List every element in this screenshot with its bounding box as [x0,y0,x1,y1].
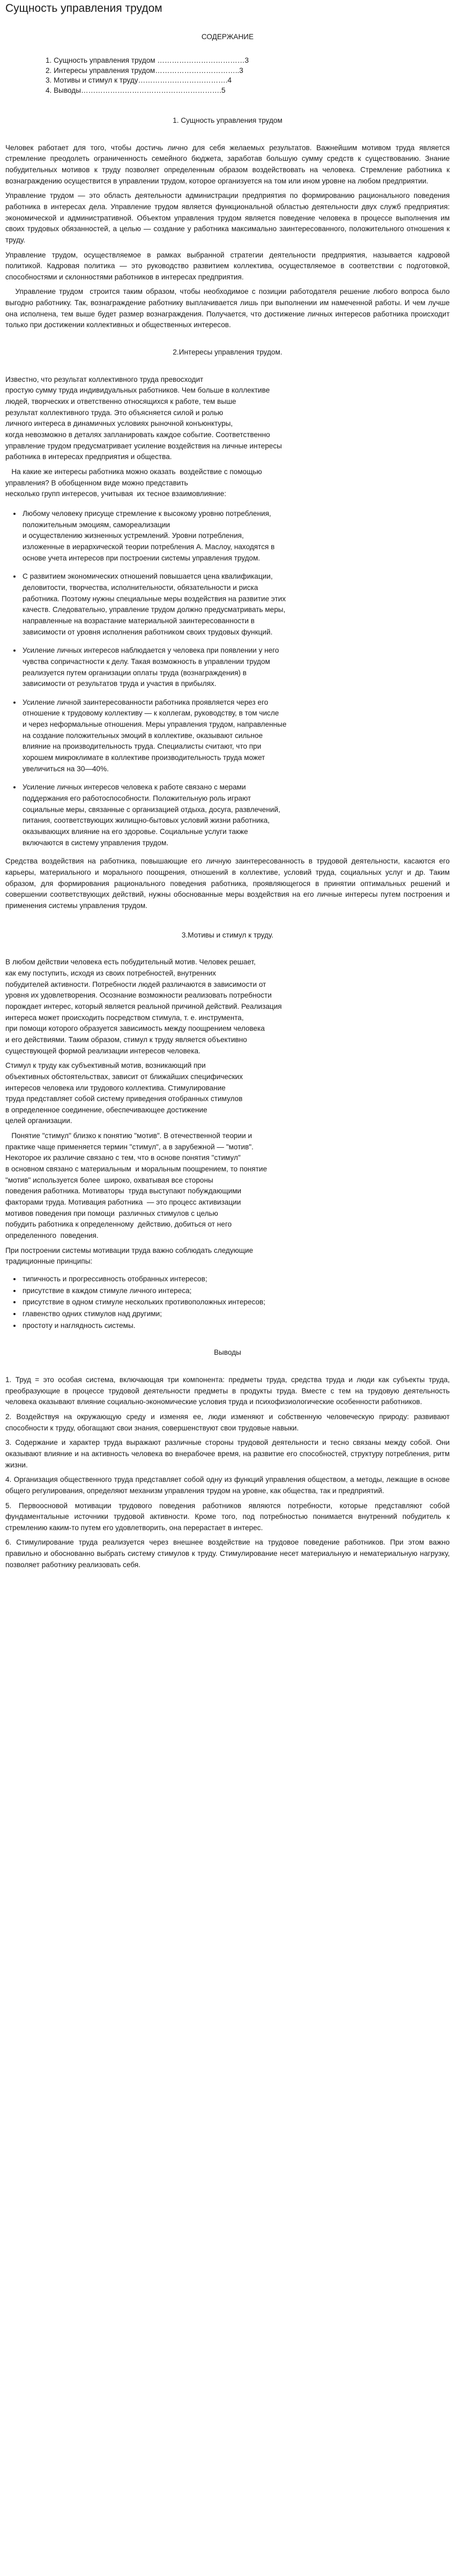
conclusion-item: 6. Стимулирование труда реализуется через внешнее воздействие на трудовое поведение работников. При этом важно правильно и обоснованно выбрать систему стимулов к труду. Стимулирование несет материальную и нематериальную нагрузку, позволяет работнику реализовать себя. [5,1538,450,1569]
conclusion-item: 3. Содержание и характер труда выражают различные стороны трудовой деятельности и тесно связаны между собой. Они оказывают влияние и на активность человека во внерабочее время, на развитие его способностей, структуру потребления, ритм жизни. [5,1438,450,1469]
toc-item: 3. Мотивы и стимул к труду……………………………….4 [46,76,232,85]
list-item: • типичность и прогрессивность отобранных интересов; [21,1274,450,1285]
toc-item: 4. Выводы………………………………………………….5 [46,86,226,95]
paragraph: Управление трудом — это область деятельности администрации предприятия по формированию рационального поведения работника в интересах дела. Управление трудом является функциональной областью деятельности двух служб предприятия: экономической и административной. Объектом управления трудом является поведение человека в процессе выполнения им своих трудовых обязанностей, а целью — создание у работника максимально заинтересованного, положительного отношения к труду. [5,191,450,244]
list-item: • простоту и наглядность системы. [21,1320,450,1332]
paragraph: Управление трудом, осуществляемое в рамках выбранной стратегии деятельности предприятия, называется кадровой политикой. Кадровая политика — это руководство развитием коллектива, осуществляемое в соответствии с подготовкой, способностями и склонностями работников в интересах предприятия. [5,250,450,281]
toc-item: 2. Интересы управления трудом……………………………..3 [46,66,243,75]
paragraph: Известно, что результат коллективного труда превосходит простую сумму труда индивидуальных работников. Чем больше в коллективе людей, творческих и ответственно относящихся к работе, тем выше результат коллективного труда. Это объясняется силой и ролью личного интереса в динамичных условиях рыночной конъюнктуры, когда невозможно в деталях запланировать каждое событие. Соответственно управление трудом предусматривает усиление воздействия на личные интересы работника в интересах предприятия и общества. [5,375,282,461]
paragraph: Стимул к труду как субъективный мотив, возникающий при объективных обстоятельствах, зависит от ближайших специфических интересов человека или трудового коллектива. Стимулирование труда представляет собой систему приведения отобранных стимулов в определенное соединение, обеспечивающее достижение целей организации. [5,1061,243,1125]
list-item: • Усиление личных интересов наблюдается у человека при появлении у него чувства сопричастности к делу. Такая возможность в управлении трудом реализуется путем организации оплаты труда (вознаграждения) в зависимости от результатов труда и участия в прибылях. [21,645,450,690]
conclusion-item: 4. Организация общественного труда представляет собой одну из функций управления обществом, а методы, лежащие в основе общего регулирования, определяют механизм управления трудом на уровне, как общества, так и предприятий. [5,1475,450,1495]
document-title: Сущность управления трудом [5,2,162,14]
conclusion-item: 5. Первоосновой мотивации трудового поведения работников являются потребности, которые представляют собой фундаментальные источники трудовой активности. Кроме того, под потребностью понимается внутренний побудитель к стремлению каким-то путем его удовлетворить, она перерастает в интерес. [5,1501,450,1532]
list-item: • Усиление личных интересов человека к работе связано с мерами поддержания его работоспособности. Положительную роль играют социальные меры, связанные с организацией отдыха, досуга, развлечений, питания, соответствующих жилищно-бытовых условий жизни работника, оказывающих влияние на его здоровье. Социальные услуги также включаются в систему управления трудом. [21,782,450,848]
section-heading-conclusions: Выводы [214,1348,241,1357]
conclusion-item: 2. Воздействуя на окружающую среду и изменяя ее, люди изменяют и собственную человеческую природу: развивают способности к труду, обогащают свои знания, совершенствуют свои трудовые навыки. [5,1412,450,1432]
paragraph: Человек работает для того, чтобы достичь лично для себя желаемых результатов. Важнейшим мотивом труда является стремление преодолеть ограниченность семейного бюджета, заработав большую сумму средств к существованию. Знание побудительных мотивов к труду позволяет определенным образом воздействовать на человека. Стремление работника к вознаграждению осуществится в управлении трудом, которое организуется на том или ином уровне на любом предприятии. [5,143,450,185]
section-heading-motives: 3.Мотивы и стимул к труду. [181,931,274,939]
paragraph: В любом действии человека есть побудительный мотив. Человек решает, как ему поступить, исходя из своих потребностей, внутренних побудителей активности. Потребности людей различаются в зависимости от уровня их удовлетворения. Осознание возможности реализовать потребности порождает интерес, который является реальной причиной действий. Реализация интереса может происходить посредством стимула, т. е. инструмента, при помощи которого образуется зависимость между поощрением человека и его действиями. Таким образом, стимул к труду является объективно существующей формой реализации интересов человека. [5,958,282,1055]
list-item: • присутствие в каждом стимуле личного интереса; [21,1286,450,1297]
list-item: • главенство одних стимулов над другими; [21,1309,450,1320]
paragraph: На какие же интересы работника можно оказать воздействие с помощью управления? В обобщенном виде можно представить несколько групп интересов, учитывая их тесное взаимовлияние: [5,468,262,498]
list-item: • Усиление личной заинтересованности работника проявляется через его отношение к трудовому коллективу — к коллегам, руководству, в том числе и через неформальные отношения. Меры управления трудом, направленные на создание положительных эмоций в коллективе, оказывают сильное влияние на производительность труда. Специалисты считают, что при хорошем микроклимате в коллективе производительность труда может увеличиться на 30—40%. [21,697,450,775]
toc-item: 1. Сущность управления трудом ………………………………3 [46,56,249,64]
paragraph: Понятие "стимул" близко к понятию "мотив". В отечественной теории и практике чаще применяется термин "стимул", а в зарубежной — "мотив". Некоторое их различие связано с тем, что в основе понятия "стимул" в основном связано с материальным и моральным поощрением, то понятие "мотив" используется более широко, охватывая все стороны поведения работника. Мотиваторы труда выступают побуждающими факторами труда. Мотивация работника — это процесс активизации мотивов поведения при помощи различных стимулов с целью побудить работника к определенному действию, добиться от него определенного поведения. [5,1132,267,1240]
interests-list [5,508,450,848]
conclusion-item: 1. Труд = это особая система, включающая три компонента: предметы труда, средства труда и люди как субъекты труда, преобразующие в процессе трудовой деятельности предметы в продукты труда. Вместе с тем на трудовую деятельность человека оказывают влияние социально-экономические условия труда и психофизиологические особенности работников. [5,1375,450,1406]
table-of-contents [5,56,450,96]
list-item: • присутствие в одном стимуле нескольких противоположных интересов; [21,1297,450,1308]
list-item: • Любому человеку присуще стремление к высокому уровню потребления, положительным эмоциям, самореализации и осуществлению жизненных устремлений. Уровни потребления, изложенные в иерархической теории потребления А. Маслоу, находятся в основе учета интересов при построении системы управления трудом. [21,508,450,564]
paragraph: При построении системы мотивации труда важно соблюдать следующие традиционные принципы: [5,1246,254,1266]
toc-heading: СОДЕРЖАНИЕ [201,33,254,41]
section-heading-interests: 2.Интересы управления трудом. [173,348,282,357]
list-item: • С развитием экономических отношений повышается цена квалификации, деловитости, творчества, исполнительности, обязательности и риска работника. Поэтому нужны специальные меры воздействия на развитие этих качеств. Следовательно, управление трудом должно предусматривать меры, направленные на возрастание материальной заинтересованности в зависимости от уровня исполнения работником своих трудовых функций. [21,571,450,638]
section-heading-essence: 1. Сущность управления трудом [173,116,282,124]
paragraph: Управление трудом строится таким образом, чтобы необходимое с позиции работодателя решение любого вопроса было выгодно работнику. Так, вознаграждение работнику выплачивается лишь при выполнении им намеченной работы. И чем лучше она исполнена, тем выше будет размер вознаграждения. Получается, что достижение личных интересов работника происходит только при достижении коллективных и общественных интересов. [5,287,452,329]
paragraph: Средства воздействия на работника, повышающие его личную заинтересованность в трудовой деятельности, касаются его карьеры, материального и морального поощрения, отношений в коллективе, условий труда, социальных услуг и др. Таким образом, для формирования рационального поведения работника, проявляющегося в принятии оптимальных решений и совершении соответствующих действий, нужны обоснованные меры воздействия на его личные интересы путем построения и применения системы управления трудом. [5,857,450,910]
principles-list [5,1274,450,1331]
